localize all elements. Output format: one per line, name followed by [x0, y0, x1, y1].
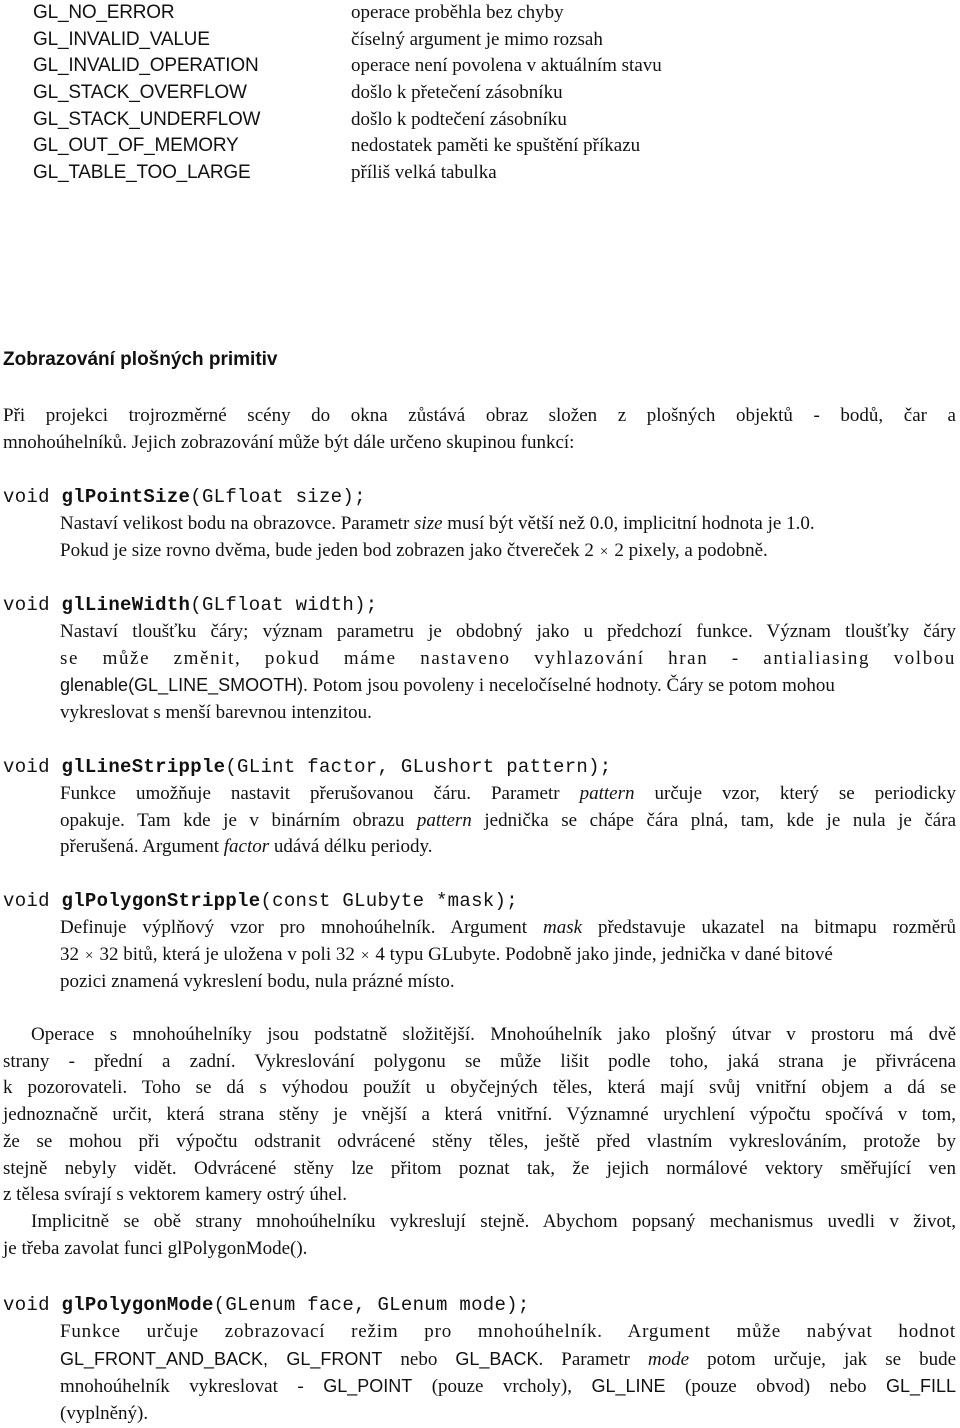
- text: musí být větší než 0.0, implicitní hodnota je 1.0.: [442, 513, 815, 534]
- return-type: void: [3, 890, 62, 912]
- error-description: nedostatek paměti ke spuštění příkazu: [351, 135, 641, 157]
- error-description: operace není povolena v aktuálním stavu: [351, 55, 662, 77]
- body-line: je třeba zavolat funci glPolygonMode().: [3, 1237, 308, 1259]
- error-description: příliš velká tabulka: [351, 162, 497, 184]
- desc-line: Nastaví tloušťku čáry; význam parametru je obdobný jako u předchozí funkce. Význam tloušťky čáry: [60, 621, 956, 642]
- body-line: že se mohou při výpočtu odstranit odvrácené stěny těles, ještě před vlastním vykreslováním, protože by: [3, 1130, 956, 1152]
- function-args: (GLfloat size);: [190, 486, 366, 508]
- error-code: GL_INVALID_OPERATION: [33, 55, 259, 77]
- function-description: [60, 511, 956, 565]
- text: jednička se chápe čára plná, tam, kde je nula je čára: [471, 809, 956, 831]
- error-description: došlo k přetečení zásobníku: [351, 82, 563, 104]
- times-symbol: ×: [360, 947, 370, 964]
- desc-line: [60, 808, 956, 835]
- return-type: void: [3, 594, 62, 616]
- text: potom určuje, jak se bude: [689, 1348, 957, 1370]
- desc-line: vykreslovat s menší barevnou intenzitou.: [60, 702, 372, 724]
- code-text: GL_POINT: [323, 1376, 413, 1397]
- return-type: void: [3, 486, 62, 508]
- body-line: strany - přední a zadní. Vykreslování polygonu se může lišit podle toho, jaká strana je přivrácena: [3, 1050, 956, 1072]
- body-line: z tělesa svírají s vektorem kamery ostrý úhel.: [3, 1184, 348, 1206]
- error-code: GL_NO_ERROR: [33, 2, 175, 23]
- text: 32 bitů, která je uložena v poli 32: [99, 943, 355, 965]
- body-line: Operace s mnohoúhelníky jsou podstatně složitější. Mnohoúhelník jako plošný útvar v prostoru má dvě: [31, 1024, 956, 1045]
- function-glpolygonmode: [3, 1292, 956, 1428]
- param-name: factor: [223, 836, 270, 858]
- desc-line: se může změnit, pokud máme nastaveno vyhlazování hran - antialiasing volbou: [60, 647, 956, 669]
- error-code: GL_INVALID_VALUE: [33, 28, 210, 50]
- times-symbol: ×: [85, 947, 94, 964]
- error-description: došlo k podtečení zásobníku: [351, 108, 567, 130]
- text: mnohoúhelník vykreslovat -: [60, 1376, 324, 1398]
- intro-line: mnohoúhelníků. Jejich zobrazování může být dále určeno skupinou funkcí:: [3, 431, 575, 453]
- text: (pouze vrcholy),: [412, 1376, 592, 1398]
- desc-line: [60, 834, 956, 861]
- text: . Potom jsou povoleny i neceločíselné hodnoty. Čáry se potom mohou: [303, 675, 835, 697]
- function-gllinestripple: [3, 754, 956, 861]
- code-text: GL_LINE: [591, 1376, 666, 1397]
- text: přerušená. Argument: [60, 836, 224, 858]
- error-code-table: [33, 0, 833, 187]
- function-description: [60, 619, 956, 727]
- intro-line: Při projekci trojrozměrné scény do okna zůstává obraz složen z plošných objektů - bodů, čar a: [3, 405, 956, 426]
- text: udává délku periody.: [269, 836, 433, 858]
- param-name: pattern: [416, 809, 472, 831]
- text: 4 typu GLubyte. Podobně jako jinde, jednička v dané bitové: [375, 943, 833, 965]
- function-description: [60, 781, 956, 861]
- section-heading: Zobrazování plošných primitiv: [3, 349, 278, 370]
- times-symbol: ×: [599, 543, 609, 560]
- function-name: glPointSize: [61, 486, 191, 508]
- desc-line: [60, 672, 956, 700]
- code-text: GL_FILL: [885, 1376, 956, 1397]
- text: 32: [60, 943, 79, 965]
- code-text: GL_BACK: [455, 1348, 539, 1369]
- desc-line: [60, 1373, 956, 1401]
- text: Definuje výplňový vzor pro mnohoúhelník. Argument: [60, 917, 543, 938]
- table-row: [33, 160, 833, 187]
- function-signature: [3, 1292, 956, 1319]
- function-description: [60, 915, 956, 996]
- table-row: [33, 80, 833, 107]
- desc-line: [60, 915, 956, 942]
- function-args: (GLenum face, GLenum mode);: [213, 1294, 530, 1316]
- text: . Parametr: [538, 1348, 648, 1370]
- desc-line: pozici znamená vykreslení bodu, nula prázné místo.: [60, 971, 455, 993]
- return-type: void: [3, 1294, 62, 1316]
- param-name: pattern: [579, 783, 635, 804]
- table-row: [33, 27, 833, 54]
- function-args: (const GLubyte *mask);: [260, 890, 518, 912]
- text: nebo: [382, 1348, 456, 1370]
- return-type: void: [3, 756, 62, 778]
- error-description: operace proběhla bez chyby: [351, 2, 564, 23]
- text: představuje ukazatel na bitmapu rozměrů: [582, 917, 956, 938]
- intro-paragraph: [3, 403, 956, 456]
- error-code: GL_OUT_OF_MEMORY: [33, 135, 239, 157]
- desc-line: [60, 781, 956, 808]
- desc-line: [60, 1346, 956, 1374]
- text: opakuje. Tam kde je v binárním obrazu: [60, 809, 417, 831]
- desc-line: [60, 538, 956, 566]
- table-row: [33, 0, 833, 27]
- error-code: GL_STACK_OVERFLOW: [33, 82, 247, 104]
- code-text: glenable(GL_LINE_SMOOTH): [60, 675, 304, 696]
- text: 2 pixely, a podobně.: [614, 539, 768, 561]
- function-gllinewidth: [3, 592, 956, 727]
- function-name: glPolygonStripple: [61, 890, 261, 912]
- function-signature: [3, 592, 956, 619]
- table-row: [33, 107, 833, 134]
- text: Pokud je size rovno dvěma, bude jeden bod zobrazen jako čtvereček 2: [60, 539, 594, 561]
- function-args: (GLfloat width);: [190, 594, 378, 616]
- text: Funkce umožňuje nastavit přerušovanou čáru. Parametr: [60, 783, 580, 804]
- text: Nastaví velikost bodu na obrazovce. Parametr: [60, 513, 415, 534]
- desc-line: Funkce určuje zobrazovací režim pro mnohoúhelník. Argument může nabývat hodnot: [60, 1321, 956, 1342]
- error-description: číselný argument je mimo rozsah: [351, 28, 603, 50]
- function-signature: [3, 888, 956, 915]
- text: určuje vzor, který se periodicky: [634, 783, 957, 804]
- desc-line: (vyplněný).: [60, 1403, 149, 1425]
- body-line: stejně nebyly vidět. Odvrácené stěny lze přitom poznat tak, že jejich normálové vektory směřující ven: [3, 1157, 956, 1179]
- function-signature: [3, 754, 956, 781]
- function-name: glLineStripple: [61, 756, 226, 778]
- param-name: mode: [647, 1348, 690, 1370]
- error-code: GL_TABLE_TOO_LARGE: [33, 162, 251, 184]
- error-code: GL_STACK_UNDERFLOW: [33, 108, 261, 130]
- text: (pouze obvod) nebo: [665, 1376, 886, 1398]
- desc-line: [60, 511, 956, 538]
- function-signature: [3, 484, 956, 511]
- body-paragraph: [3, 1022, 956, 1262]
- code-text: GL_FRONT_AND_BACK, GL_FRONT: [60, 1348, 383, 1369]
- function-name: glLineWidth: [61, 594, 191, 616]
- body-line: jednoznačně určit, která strana stěny je vnější a která vnitřní. Významné urychlení výpočtu spočívá v tom,: [3, 1104, 956, 1126]
- function-name: glPolygonMode: [61, 1294, 214, 1316]
- param-name: mask: [543, 917, 583, 938]
- table-row: [33, 133, 833, 160]
- function-description: [60, 1319, 956, 1428]
- body-line: Implicitně se obě strany mnohoúhelníku vykreslují stejně. Abychom popsaný mechanismus uvedli v život,: [31, 1210, 956, 1232]
- desc-line: [60, 942, 956, 970]
- function-glpolygonstripple: [3, 888, 956, 996]
- param-name: size: [414, 513, 443, 534]
- body-line: k pozorovateli. Toho se dá s výhodou použít u obyčejných těles, která mají svůj vnitřní objem a dá se: [3, 1077, 956, 1099]
- table-row: [33, 53, 833, 80]
- function-glpointsize: [3, 484, 956, 565]
- function-args: (GLint factor, GLushort pattern);: [225, 756, 612, 778]
